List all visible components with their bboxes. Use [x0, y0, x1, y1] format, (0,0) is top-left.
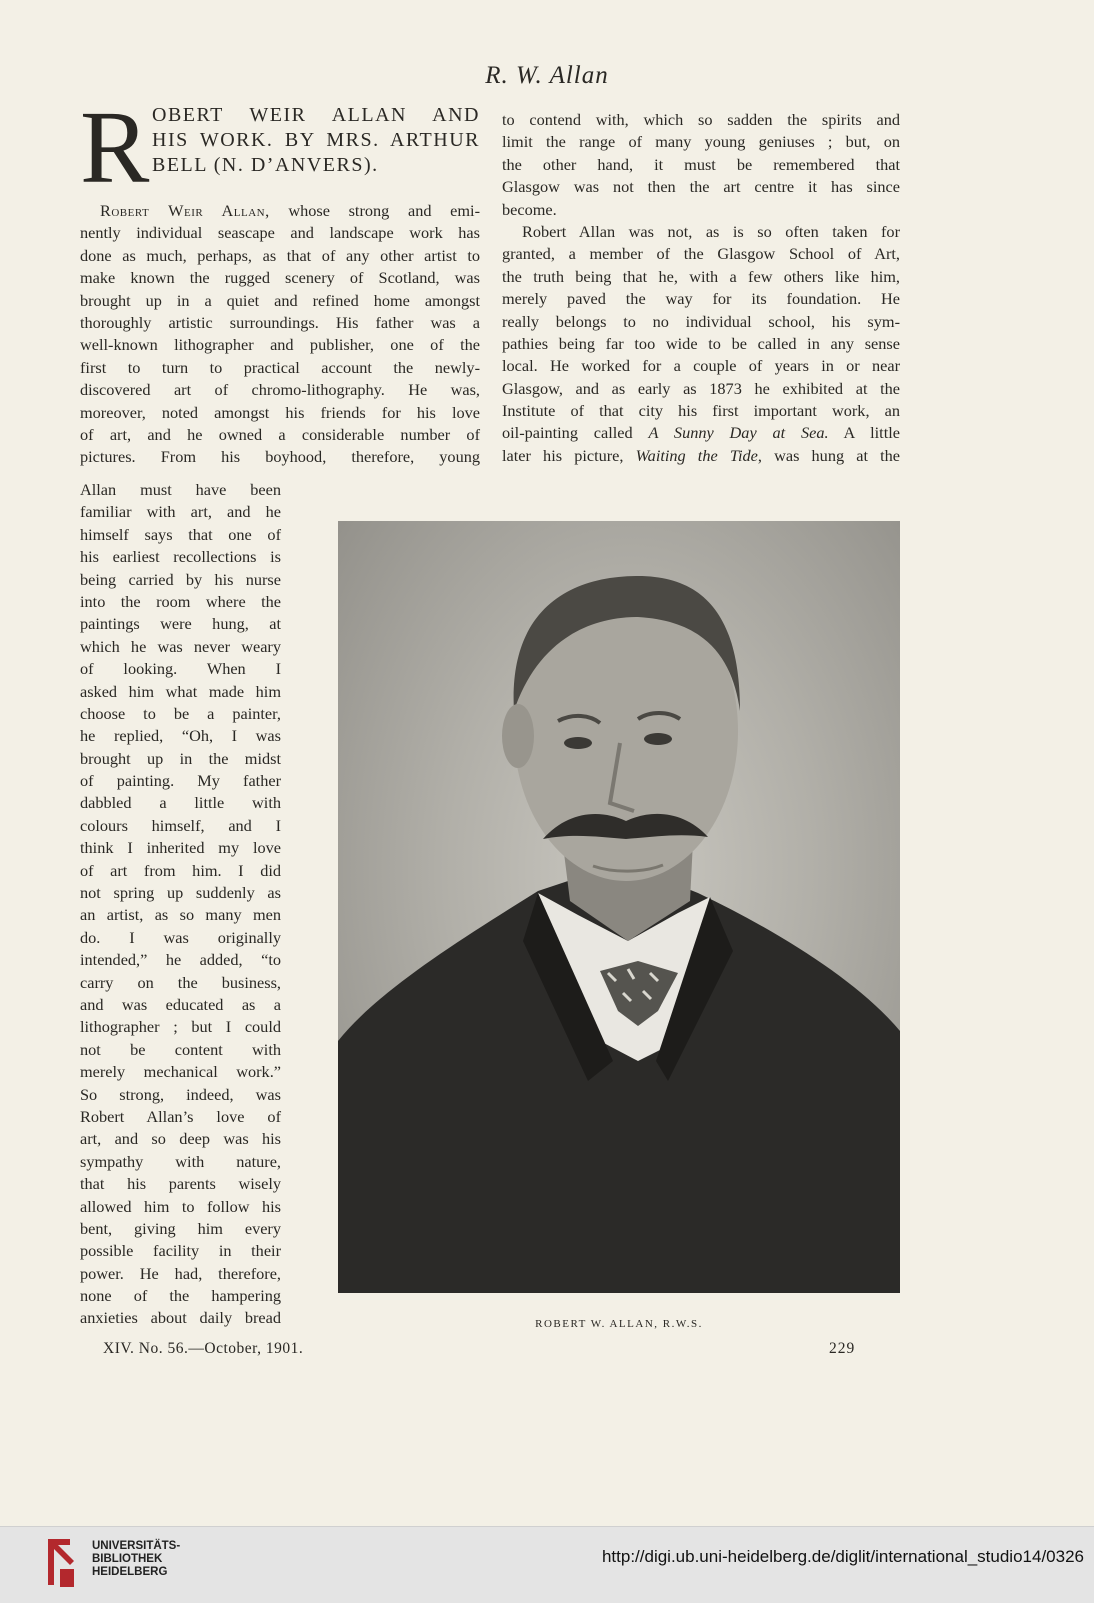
text-line: paintings were hung, at: [80, 614, 281, 634]
title-line-2: HIS WORK. BY MRS. ARTHUR: [152, 129, 480, 151]
left-column-top: [80, 200, 480, 469]
portrait-illustration: [338, 521, 900, 1293]
text-line: pictures. From his boyhood, therefore, young: [80, 447, 480, 467]
source-url-link[interactable]: http://digi.ub.uni-heidelberg.de/diglit/international_studio14/0326: [601, 1547, 1084, 1566]
text-line: thoroughly artistic surroundings. His father was a: [80, 312, 480, 332]
text-line: granted, a member of the Glasgow School of Art,: [502, 244, 900, 264]
text-line: not be content with: [80, 1039, 281, 1059]
text-line: first to turn to practical account the newly-: [80, 357, 480, 377]
text-line: that his parents wisely: [80, 1174, 281, 1194]
text-line: moreover, noted amongst his friends for his love: [80, 402, 480, 422]
text-line: later his picture, Waiting the Tide, was hung at the: [502, 445, 901, 465]
text-line: bent, giving him every: [80, 1218, 281, 1238]
library-logo-icon: [40, 1535, 80, 1591]
text-line: think I inherited my love: [80, 838, 281, 858]
text-line: which he was never weary: [80, 636, 281, 656]
text-line: being carried by his nurse: [80, 569, 281, 589]
text-line: local. He worked for a couple of years in or near: [502, 356, 900, 376]
lead-name: Robert Weir Allan,: [100, 201, 270, 220]
text-line: lithographer ; but I could: [80, 1017, 281, 1037]
text-line: Robert Weir Allan, whose strong and emi-: [80, 200, 480, 222]
running-head: R. W. Allan: [485, 62, 609, 89]
artwork-title: A Sunny Day at Sea.: [648, 423, 829, 443]
text-line: of art, and he owned a considerable number of: [80, 424, 480, 444]
text-line: and was educated as a: [80, 994, 281, 1014]
text-line: make known the rugged scenery of Scotland, was: [80, 268, 480, 288]
photo-caption: ROBERT W. ALLAN, R.W.S.: [535, 1318, 703, 1330]
text-line: Robert Allan’s love of: [80, 1106, 281, 1126]
text-line: possible facility in their: [80, 1241, 281, 1261]
text-line: nently individual seascape and landscape work has: [80, 223, 480, 243]
text-line: into the room where the: [80, 591, 281, 611]
text-line: brought up in a quiet and refined home amongst: [80, 290, 480, 310]
text-line: anxieties about daily bread: [80, 1308, 281, 1328]
right-column-top: [502, 109, 900, 467]
text-line: of art from him. I did: [80, 860, 281, 880]
text-line: to contend with, which so sadden the spirits and: [502, 110, 900, 129]
text-line: limit the range of many young geniuses ; but, on: [502, 132, 900, 152]
text-line: of painting. My father: [80, 771, 281, 791]
text-line: become.: [502, 199, 557, 219]
issue-footer: XIV. No. 56.—October, 1901.: [103, 1340, 304, 1357]
article-title: [80, 90, 480, 205]
text-line: do. I was originally: [80, 927, 281, 947]
text-line: the other hand, it must be remembered that: [502, 154, 900, 174]
text-line: well-known lithographer and publisher, one of the: [80, 335, 480, 355]
left-column-narrow: [80, 479, 281, 1330]
text-line: none of the hampering: [80, 1286, 281, 1306]
text-line: Institute of that city his first important work, an: [502, 401, 900, 421]
text-line: merely paved the way for its foundation. He: [502, 289, 900, 309]
text-line: himself says that one of: [80, 524, 281, 544]
text-line: oil-painting called A Sunny Day at Sea. A little: [502, 423, 900, 443]
text-line: art, and so deep was his: [80, 1129, 281, 1149]
text-line: carry on the business,: [80, 972, 281, 992]
drop-cap: R: [80, 90, 150, 205]
text-line: Glasgow, and as early as 1873 he exhibited at the: [502, 378, 900, 398]
text-line: sympathy with nature,: [80, 1151, 281, 1171]
text-line: discovered art of chromo-lithography. He was,: [80, 380, 480, 400]
title-line-3: BELL (N. D’ANVERS).: [152, 154, 379, 176]
artwork-title: Waiting the Tide: [635, 445, 758, 465]
text-line: Allan must have been: [80, 480, 281, 499]
text-line: choose to be a painter,: [80, 703, 281, 723]
text-line: Robert Allan was not, as is so often taken for: [522, 221, 900, 241]
text-line: brought up in the midst: [80, 748, 281, 768]
text-line: intended,” he added, “to: [80, 950, 281, 970]
text-line: done as much, perhaps, as that of any other artist to: [80, 245, 480, 265]
text-line: asked him what made him: [80, 681, 281, 701]
text-line: really belongs to no individual school, his sym-: [502, 311, 900, 331]
text-line: familiar with art, and he: [80, 502, 281, 522]
text-line: Glasgow was not then the art centre it has since: [502, 177, 900, 197]
text-line: his earliest recollections is: [80, 547, 281, 567]
title-line-1: OBERT WEIR ALLAN AND: [152, 104, 480, 126]
text-line: merely mechanical work.”: [80, 1062, 281, 1082]
text-line: dabbled a little with: [80, 793, 281, 813]
text-line: an artist, as so many men: [80, 905, 281, 925]
text-line: the truth being that he, with a few others like him,: [502, 266, 900, 286]
text-line: not spring up suddenly as: [80, 883, 281, 903]
portrait-photograph: [338, 521, 900, 1293]
library-name: UNIVERSITÄTS- BIBLIOTHEK HEIDELBERG: [92, 1540, 181, 1578]
text-line: colours himself, and I: [80, 815, 281, 835]
text-line: pathies being far too wide to be called in any sense: [502, 333, 900, 353]
page-number: 229: [829, 1340, 856, 1357]
text-line: of looking. When I: [80, 659, 281, 679]
text-line: power. He had, therefore,: [80, 1263, 281, 1283]
text-line: So strong, indeed, was: [80, 1084, 281, 1104]
text-line: he replied, “Oh, I was: [80, 726, 281, 746]
text-line: allowed him to follow his: [80, 1196, 281, 1216]
